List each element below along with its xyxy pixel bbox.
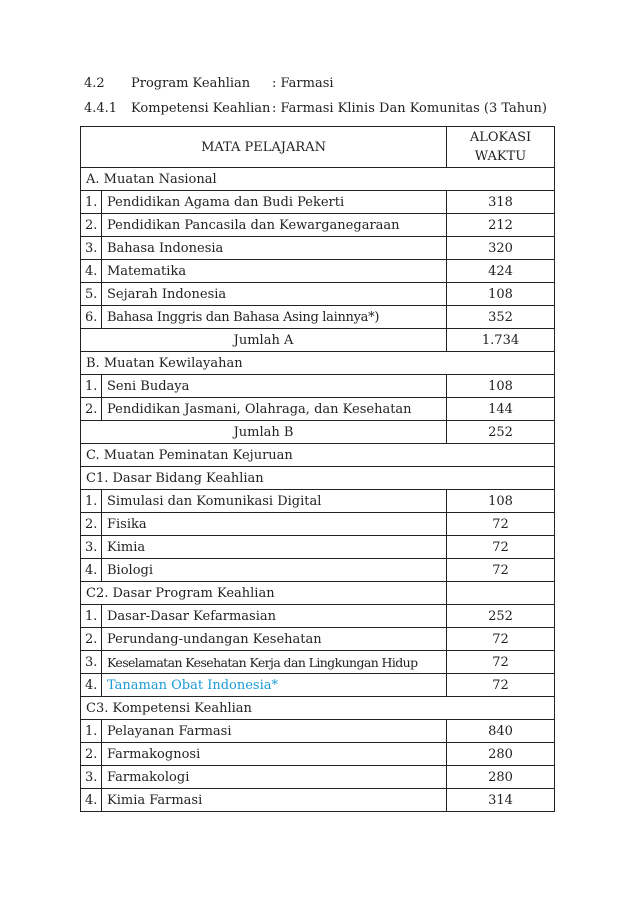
subject-name-link[interactable]: Tanaman Obat Indonesia* (102, 674, 447, 697)
row-number: 1. (81, 720, 102, 743)
hours-value: 280 (447, 743, 555, 766)
table-row (81, 375, 555, 398)
table-row (81, 398, 555, 421)
heading-program-label: Program Keahlian (131, 76, 251, 91)
hours-value: 72 (447, 559, 555, 582)
table-header-row (81, 127, 555, 168)
subject-name: Fisika (102, 513, 447, 536)
subject-name: Pendidikan Agama dan Budi Pekerti (102, 191, 447, 214)
heading-competency-value: : Farmasi Klinis Dan Komunitas (3 Tahun) (272, 101, 547, 116)
subsection-row (81, 697, 555, 720)
row-number: 3. (81, 651, 102, 674)
row-number: 5. (81, 283, 102, 306)
row-number: 2. (81, 628, 102, 651)
table-row (81, 674, 555, 697)
row-number: 4. (81, 674, 102, 697)
subject-name: Pendidikan Jasmani, Olahraga, dan Kesehatan (102, 398, 447, 421)
empty-cell (447, 582, 555, 605)
table-row (81, 559, 555, 582)
hours-value: 72 (447, 513, 555, 536)
subject-name: Biologi (102, 559, 447, 582)
subject-name: Bahasa Inggris dan Bahasa Asing lainnya*) (102, 306, 447, 329)
table-row (81, 490, 555, 513)
header-allocation (447, 127, 555, 168)
table-row (81, 628, 555, 651)
row-number: 2. (81, 398, 102, 421)
hours-value: 72 (447, 536, 555, 559)
hours-value: 108 (447, 283, 555, 306)
heading-program-value: : Farmasi (272, 76, 334, 91)
table-row (81, 605, 555, 628)
section-c-title: C. Muatan Peminatan Kejuruan (81, 444, 555, 467)
hours-value: 320 (447, 237, 555, 260)
hours-value: 72 (447, 674, 555, 697)
subsection-row (81, 467, 555, 490)
table-row (81, 766, 555, 789)
row-number: 4. (81, 559, 102, 582)
row-number: 2. (81, 513, 102, 536)
hours-value: 108 (447, 375, 555, 398)
subject-name: Pelayanan Farmasi (102, 720, 447, 743)
row-number: 2. (81, 214, 102, 237)
hours-value: 840 (447, 720, 555, 743)
row-number: 1. (81, 375, 102, 398)
table-row (81, 513, 555, 536)
subject-name: Farmakognosi (102, 743, 447, 766)
row-number: 4. (81, 260, 102, 283)
row-number: 6. (81, 306, 102, 329)
row-number: 1. (81, 605, 102, 628)
table-row (81, 260, 555, 283)
section-a-title: A. Muatan Nasional (81, 168, 555, 191)
total-b-label: Jumlah B (81, 421, 447, 444)
table-row (81, 720, 555, 743)
total-a-label: Jumlah A (81, 329, 447, 352)
section-c1-title: C1. Dasar Bidang Keahlian (81, 467, 555, 490)
subject-name: Keselamatan Kesehatan Kerja dan Lingkungan Hidup (102, 651, 447, 674)
hours-value: 108 (447, 490, 555, 513)
section-row (81, 352, 555, 375)
subject-name: Kimia (102, 536, 447, 559)
table-row (81, 214, 555, 237)
hours-value: 352 (447, 306, 555, 329)
header-subject: MATA PELAJARAN (81, 127, 447, 168)
row-number: 2. (81, 743, 102, 766)
row-number: 4. (81, 789, 102, 812)
subject-name: Kimia Farmasi (102, 789, 447, 812)
subject-name: Pendidikan Pancasila dan Kewarganegaraan (102, 214, 447, 237)
row-number: 1. (81, 191, 102, 214)
table-row (81, 536, 555, 559)
section-c3-title: C3. Kompetensi Keahlian (81, 697, 555, 720)
subject-name: Matematika (102, 260, 447, 283)
hours-value: 314 (447, 789, 555, 812)
heading-program-number: 4.2 (84, 76, 105, 91)
heading-competency-number: 4.4.1 (84, 101, 118, 116)
hours-value: 280 (447, 766, 555, 789)
row-number: 1. (81, 490, 102, 513)
total-row (81, 421, 555, 444)
hours-value: 318 (447, 191, 555, 214)
table-row (81, 306, 555, 329)
subsection-row (81, 582, 555, 605)
heading-competency-label: Kompetensi Keahlian (131, 101, 271, 116)
table-row (81, 743, 555, 766)
subject-name: Bahasa Indonesia (102, 237, 447, 260)
row-number: 3. (81, 536, 102, 559)
subject-name: Seni Budaya (102, 375, 447, 398)
section-b-title: B. Muatan Kewilayahan (81, 352, 555, 375)
total-row (81, 329, 555, 352)
table-row (81, 651, 555, 674)
table-row (81, 191, 555, 214)
hours-value: 252 (447, 605, 555, 628)
section-row (81, 168, 555, 191)
subject-name: Simulasi dan Komunikasi Digital (102, 490, 447, 513)
total-a-value: 1.734 (447, 329, 555, 352)
table-row (81, 283, 555, 306)
curriculum-table (80, 126, 555, 812)
section-c2-title: C2. Dasar Program Keahlian (81, 582, 447, 605)
header-allocation-line2: WAKTU (474, 149, 527, 164)
section-row (81, 444, 555, 467)
header-allocation-line1: ALOKASI (469, 130, 532, 145)
table-row (81, 789, 555, 812)
row-number: 3. (81, 237, 102, 260)
hours-value: 144 (447, 398, 555, 421)
subject-name: Perundang-undangan Kesehatan (102, 628, 447, 651)
subject-name: Farmakologi (102, 766, 447, 789)
hours-value: 212 (447, 214, 555, 237)
row-number: 3. (81, 766, 102, 789)
total-b-value: 252 (447, 421, 555, 444)
subject-name: Dasar-Dasar Kefarmasian (102, 605, 447, 628)
hours-value: 72 (447, 628, 555, 651)
table-row (81, 237, 555, 260)
hours-value: 424 (447, 260, 555, 283)
hours-value: 72 (447, 651, 555, 674)
subject-name: Sejarah Indonesia (102, 283, 447, 306)
